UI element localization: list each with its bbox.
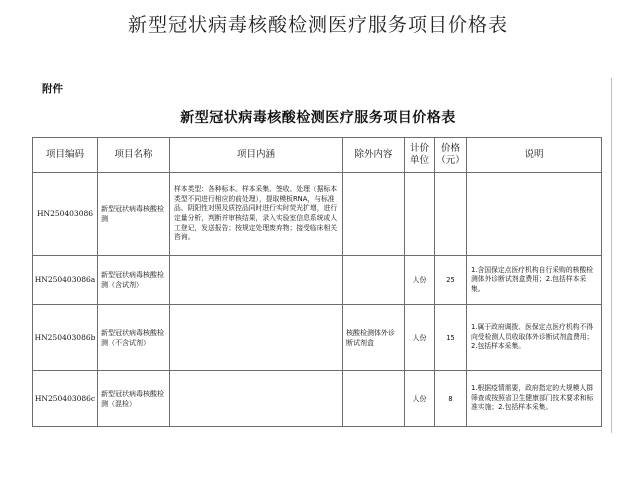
cell-content: [170, 256, 343, 305]
cell-content: 样本类型：各种标本。样本采集、签收、处理（据标本类型不同进行相应的前处理），提取模板RNA，与标准品、阴阳性对照及质控品同时进行实时荧光扩增，进行定量分析，判断并审核结果，录入实验室信息系统或人工登记，发送报告；按规定处理废弃物；接受临床相关咨询。: [170, 173, 343, 256]
cell-exclusion: 核酸检测体外诊断试剂盒: [343, 305, 405, 371]
table-row: [33, 371, 602, 427]
cell-price: [435, 173, 467, 256]
cell-exclusion: [343, 256, 405, 305]
cell-note: 1.含国保定点医疗机构自行采购的核酸检测体外诊断试剂盒费用；2.包括样本采集。: [467, 256, 602, 305]
cell-price: 8: [435, 371, 467, 427]
table-header-row: [33, 138, 602, 173]
page-edge-rule: [611, 78, 612, 433]
cell-unit: 人份: [405, 256, 435, 305]
header-note: 说明: [467, 138, 602, 173]
page-title: 新型冠状病毒核酸检测医疗服务项目价格表: [127, 14, 508, 36]
cell-code: HN250403086a: [33, 256, 98, 305]
cell-code: HN250403086b: [33, 305, 98, 371]
attachment-label: 附件: [42, 83, 63, 95]
cell-price: 25: [435, 256, 467, 305]
header-price: 价格（元）: [435, 138, 467, 173]
table-row: [33, 256, 602, 305]
header-unit: 计价单位: [405, 138, 435, 173]
header-exclusion: 除外内容: [343, 138, 405, 173]
price-table: [32, 137, 602, 427]
cell-code: HN250403086c: [33, 371, 98, 427]
table-row: [33, 305, 602, 371]
cell-note: [467, 173, 602, 256]
cell-unit: 人份: [405, 371, 435, 427]
cell-unit: [405, 173, 435, 256]
cell-name: 新型冠状病毒核酸检测（含试剂）: [98, 256, 170, 305]
cell-name: 新型冠状病毒核酸检测: [98, 173, 170, 256]
header-name: 项目名称: [98, 138, 170, 173]
cell-code: HN250403086: [33, 173, 98, 256]
cell-name: 新型冠状病毒核酸检测（混检）: [98, 371, 170, 427]
cell-name: 新型冠状病毒核酸检测（不含试剂）: [98, 305, 170, 371]
document-title: 新型冠状病毒核酸检测医疗服务项目价格表: [180, 110, 456, 126]
cell-note: 1.属于政府调拨、医保定点医疗机构不得向受检测人员收取体外诊断试剂盒费用；2.包括样本采集。: [467, 305, 602, 371]
cell-note: 1.根据疫情需要，政府指定的大规模人群筛查或按照省卫生健康部门技术要求和标准实施；2.包括样本采集。: [467, 371, 602, 427]
cell-content: [170, 305, 343, 371]
cell-exclusion: [343, 173, 405, 256]
cell-content: [170, 371, 343, 427]
cell-price: 15: [435, 305, 467, 371]
header-content: 项目内涵: [170, 138, 343, 173]
cell-unit: 人份: [405, 305, 435, 371]
table-row: [33, 173, 602, 256]
cell-exclusion: [343, 371, 405, 427]
header-code: 项目编码: [33, 138, 98, 173]
